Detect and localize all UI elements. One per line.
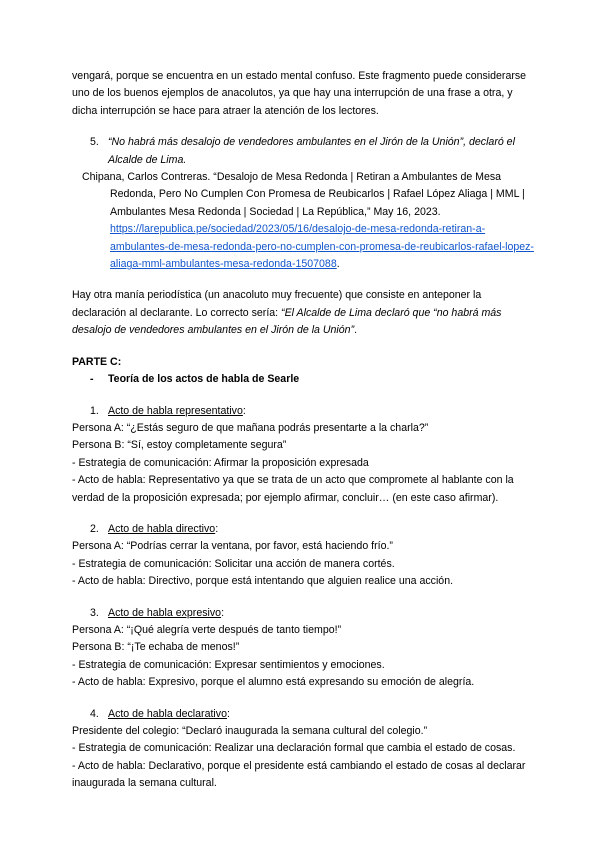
speech-act-4	[72, 706, 534, 793]
mania-end: .	[354, 324, 358, 337]
speech-act-line: Presidente del colegio: “Declaró inaugurada la semana cultural del colegio.”	[72, 725, 428, 737]
mania-text: Hay otra manía periodística (un anacoluto muy frecuente) que consiste en anteponer la declaración al declarante. Lo correcto sería:	[72, 289, 482, 319]
speech-act-line: Persona A: “¡Qué alegría verte después de tanto tiempo!”	[72, 623, 342, 636]
speech-act-heading	[72, 403, 534, 420]
speech-act-heading	[72, 706, 534, 723]
bullet-text: Teoría de los actos de habla de Searle	[108, 373, 300, 386]
speech-act-line: - Estrategia de comunicación: Realizar una declaración formal que cambia el estado de cosas.	[72, 742, 516, 755]
speech-act-heading	[72, 605, 534, 622]
reference-quote: “No habrá más desalojo de vendedores ambulantes en el Jirón de la Unión”, declaró el Alcalde de Lima.	[108, 136, 515, 166]
intro-paragraph: vengará, porque se encuentra en un estado mental confuso. Este fragmento puede considerarse uno de los buenos ejemplos de anacolutos, ya que hay una interrupción de una frase a otra, y dicha interrupción se hace para atraer la atención de los lectores.	[72, 70, 527, 117]
speech-act-number: 2.	[90, 522, 99, 535]
speech-act-colon: :	[226, 707, 230, 720]
mania-paragraph	[72, 287, 534, 339]
speech-act-heading	[72, 521, 534, 538]
bullet-dash: -	[90, 373, 94, 386]
speech-act-line: Persona B: “Sí, estoy completamente segura”	[72, 439, 287, 452]
speech-act-line: Persona A: “¿Estás seguro de que mañana podrás presentarte a la charla?”	[72, 421, 429, 434]
speech-act-line: - Acto de habla: Expresivo, porque el alumno está expresando su emoción de alegría.	[72, 676, 475, 689]
reference-citation	[82, 169, 534, 273]
speech-act-title: Acto de habla declarativo	[108, 707, 227, 720]
citation-link-end: .	[336, 258, 340, 271]
speech-act-title: Acto de habla expresivo	[108, 606, 222, 619]
speech-act-line: - Estrategia de comunicación: Solicitar una acción de manera cortés.	[72, 557, 395, 570]
section-title-parte-c: PARTE C:	[72, 355, 122, 368]
speech-act-1	[72, 403, 534, 507]
mania-italic: “El Alcalde de Lima declaró que “no habrá más desalojo de vendedores ambulantes en el Jirón de la Unión”	[72, 306, 502, 337]
speech-act-line: - Acto de habla: Representativo ya que se trata de un acto que compromete al hablante con la verdad de la proposición expresada; por ejemplo afirmar, concluir… (en este caso afirmar).	[72, 474, 514, 504]
reference-number: 5.	[90, 136, 99, 149]
speech-act-colon: :	[221, 606, 225, 619]
speech-act-number: 3.	[90, 606, 99, 619]
document-page	[72, 68, 534, 793]
citation-text: Chipana, Carlos Contreras. “Desalojo de Mesa Redonda | Retiran a Ambulantes de Mesa Redonda, Pero No Cumplen Con Promesa de Reubicarlos | Rafael López Aliaga | MML | Ambulantes Mesa Redonda | Sociedad | La República,” May 16, 2023.	[82, 171, 525, 218]
speech-act-2	[72, 521, 534, 591]
speech-act-colon: :	[242, 404, 246, 417]
speech-act-line: - Acto de habla: Directivo, porque está intentando que alguien realice una acción.	[72, 575, 454, 588]
speech-act-line: - Acto de habla: Declarativo, porque el presidente está cambiando el estado de cosas al declarar inaugurada la semana cultural.	[72, 759, 526, 790]
speech-act-line: Persona A: “Podrías cerrar la ventana, por favor, está haciendo frío.”	[72, 540, 393, 553]
speech-act-title: Acto de habla directivo	[108, 522, 216, 535]
speech-act-line: - Estrategia de comunicación: Afirmar la proposición expresada	[72, 456, 369, 469]
speech-act-line: - Estrategia de comunicación: Expresar sentimientos y emociones.	[72, 658, 385, 671]
speech-act-number: 1.	[90, 404, 99, 417]
speech-act-colon: :	[215, 522, 219, 535]
bullet-searle	[72, 371, 534, 388]
reference-item-5	[72, 134, 534, 169]
speech-act-3	[72, 605, 534, 692]
citation-link[interactable]: https://larepublica.pe/sociedad/2023/05/16/desalojo-de-mesa-redonda-retiran-a-ambulantes-de-mesa-redonda-pero-no-cumplen-con-promesa-de-reubicarlos-rafael-lopez-aliaga-mml-ambulantes-mesa-redonda-1507088	[110, 223, 534, 271]
speech-act-number: 4.	[90, 707, 99, 720]
speech-act-line: Persona B: “¡Te echaba de menos!”	[72, 641, 240, 654]
speech-act-title: Acto de habla representativo	[108, 404, 243, 417]
